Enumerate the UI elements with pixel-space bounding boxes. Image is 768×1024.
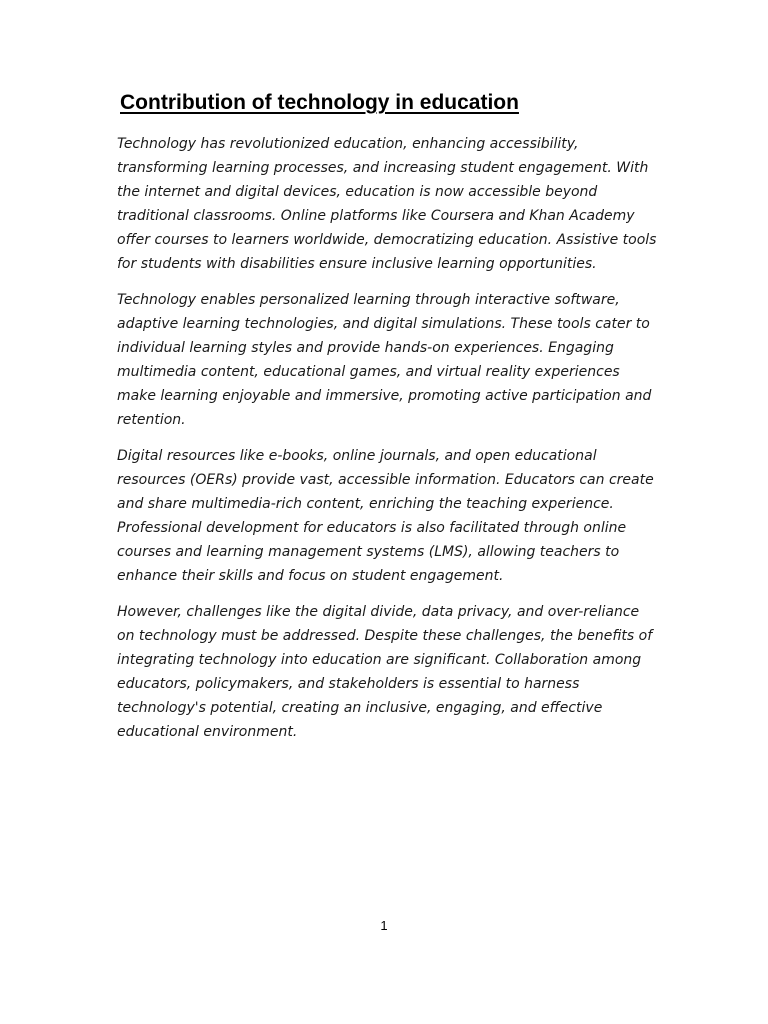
page-number: 1 xyxy=(380,918,388,933)
paragraph-3: Digital resources like e-books, online journals, and open educational resources (OERs) provide vast, accessible information. Educators can create and share multimedia-rich content, enriching the teaching experience. Professional development for educators is also facilitated through online courses and learning management systems (LMS), allowing teachers to enhance their skills and focus on student engagement. xyxy=(117,448,654,584)
paragraph-4: However, challenges like the digital divide, data privacy, and over-reliance on technology must be addressed. Despite these challenges, the benefits of integrating technology into education are significant. Collaboration among educators, policymakers, and stakeholders is essential to harness technology's potential, creating an inclusive, engaging, and effective educational environment. xyxy=(117,604,653,740)
paragraph-2: Technology enables personalized learning through interactive software, adaptive learning technologies, and digital simulations. These tools cater to individual learning styles and provide hands-on experiences. Engaging multimedia content, educational games, and virtual reality experiences make learning enjoyable and immersive, promoting active participation and retention. xyxy=(117,292,652,428)
paragraph-1: Technology has revolutionized education, enhancing accessibility, transforming learning processes, and increasing student engagement. With the internet and digital devices, education is now accessible beyond traditional classrooms. Online platforms like Coursera and Khan Academy offer courses to learners worldwide, democratizing education. Assistive tools for students with disabilities ensure inclusive learning opportunities. xyxy=(117,136,657,272)
document-body xyxy=(117,132,657,756)
document-title: Contribution of technology in education xyxy=(120,91,519,114)
